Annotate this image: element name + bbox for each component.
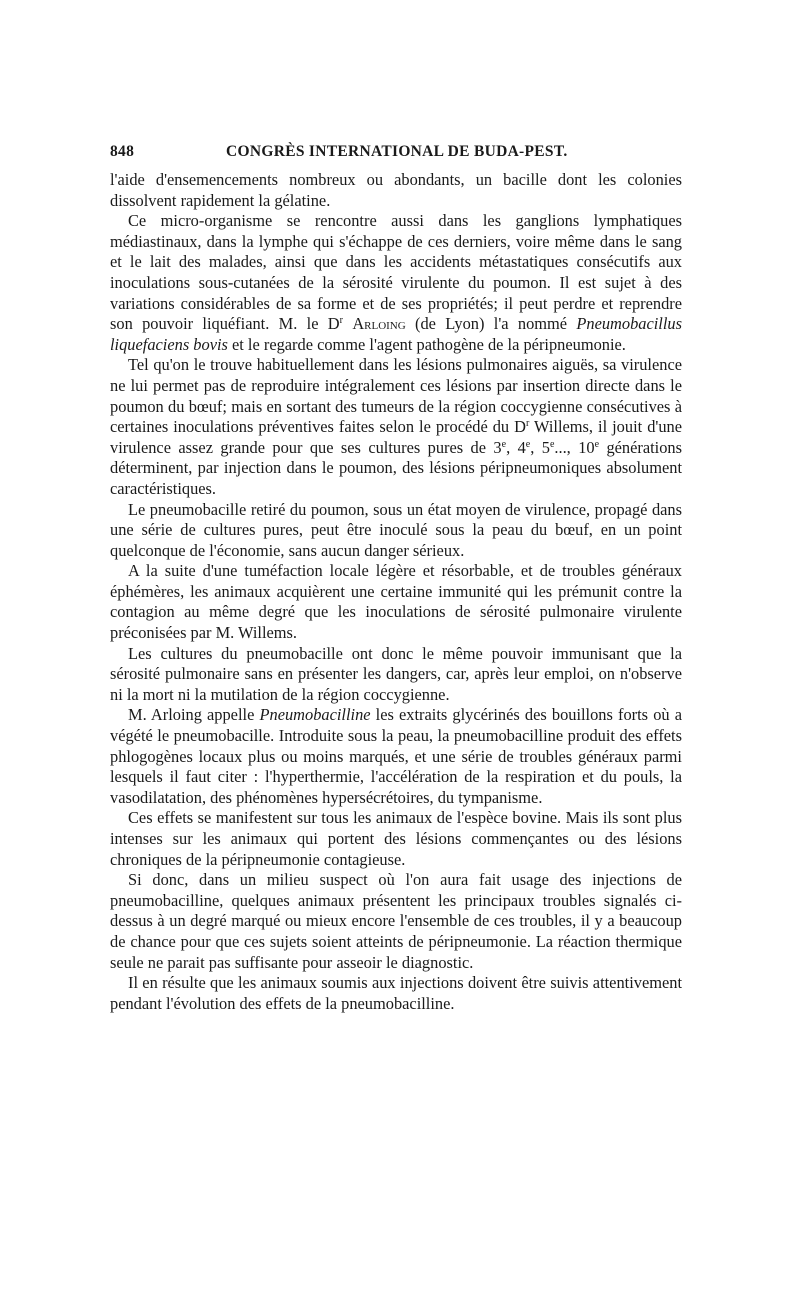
substance-name: Pneumobacilline (259, 705, 371, 725)
running-title: CONGRÈS INTERNATIONAL DE BUDA-PEST. (226, 143, 568, 160)
running-head (110, 142, 682, 164)
paragraph-9: Si donc, dans un milieu suspect où l'on aura fait usage des injections de pneumobacilline, quelques animaux présentent les principaux troubles signalés ci-dessus à un degré marqué ou mieux encore l'ensemble de ces troubles, il y a beaucoup de chance pour que ces sujets soient atteints de péripneumonie. La réaction thermique seule ne parait pas suffisante pour asseoir le diagnostic. (110, 870, 682, 972)
author-name-arloing: Arloing (352, 314, 406, 334)
book-page (110, 142, 682, 1014)
paragraph-10: Il en résulte que les animaux soumis aux injections doivent être suivis attentivement pendant l'évolution des effets de la pneumobacilline. (110, 973, 682, 1013)
body-text (110, 170, 682, 1014)
page-number: 848 (110, 143, 135, 160)
paragraph-8: Ces effets se manifestent sur tous les animaux de l'espèce bovine. Mais ils sont plus intenses sur les animaux qui portent des lésions commençantes ou des lésions chroniques de la péripneumonie contagieuse. (110, 808, 682, 869)
species-name: Pneumobacillus liquefaciens bovis (110, 314, 682, 354)
paragraph-7: M. Arloing appelle Pneumobacilline les extraits glycérinés des bouillons forts où a végété le pneumobacille. Introduite sous la peau, la pneumobacilline produit des effets phlogogènes locaux plus ou moins marqués, et une série de troubles généraux parmi lesquels il faut citer : l'hyperthermie, l'accélération de la respiration et du pouls, la vasodilatation, des phénomènes hypersécrétoires, du tympanisme. (110, 705, 682, 807)
paragraph-4: Le pneumobacille retiré du poumon, sous un état moyen de virulence, propagé dans une série de cultures pures, peut être inoculé sous la peau du bœuf, en un point quelconque de l'économie, sans aucun danger sérieux. (110, 499, 682, 560)
paragraph-2: Ce micro-organisme se rencontre aussi dans les ganglions lymphatiques médiastinaux, dans la lymphe qui s'échappe de ces derniers, voire même dans le sang et le lait des malades, ainsi que dans les accidents métastatiques consécutifs aux inoculations sous-cutanées de la sérosité virulente du poumon. Il est sujet à des variations considérables de sa forme et de ses propriétés; il peut perdre et reprendre son pouvoir liquéfiant. M. le $D^r$ Arloing (de Lyon) l'a nommé Pneumobacillus liquefaciens bovis et le regarde comme l'agent pathogène de la péripneumonie. (110, 211, 682, 354)
paragraph-3: Tel qu'on le trouve habituellement dans les lésions pulmonaires aiguës, sa virulence ne lui permet pas de reproduire intégralement ces lésions par insertion directe dans le poumon du bœuf; mais en sortant des tumeurs de la région coccygienne consécutives à certaines inoculations préventives faites selon le procédé du $D^r$ Willems, il jouit d'une virulence assez grande pour que ses cultures pures de 3e, 4e, 5e..., 10e générations déterminent, par injection dans le poumon, des lésions péripneumoniques absolument caractéristiques. (110, 355, 683, 498)
paragraph-1: l'aide d'ensemencements nombreux ou abondants, un bacille dont les colonies dissolvent rapidement la gélatine. (110, 170, 682, 210)
paragraph-6: Les cultures du pneumobacille ont donc le même pouvoir immunisant que la sérosité pulmonaire sans en présenter les dangers, car, après leur emploi, on n'observe ni la mort ni la mutilation de la région coccygienne. (110, 643, 682, 704)
paragraph-5: A la suite d'une tuméfaction locale légère et résorbable, et de troubles généraux éphémères, les animaux acquièrent une certaine immunité qui les prémunit contre la contagion au même degré que les inoculations de sérosité pulmonaire virulente préconisées par M. Willems. (110, 561, 682, 643)
